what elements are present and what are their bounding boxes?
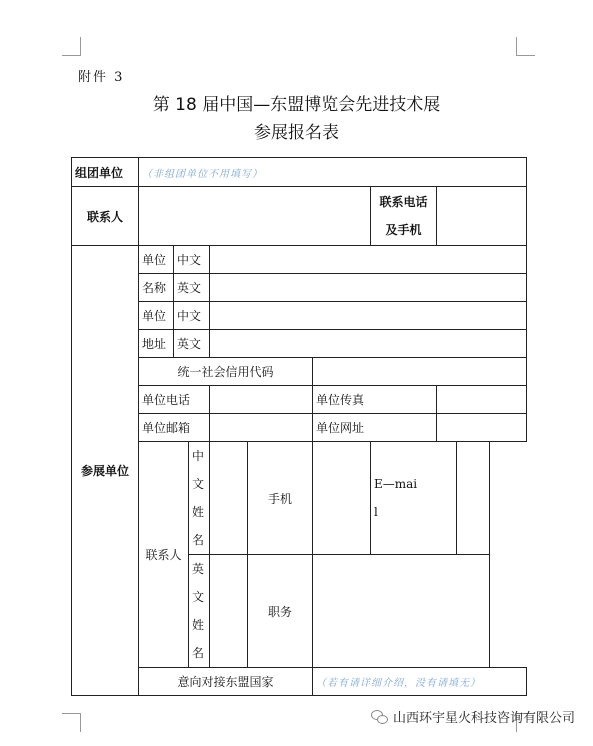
unit-addr-cn-label: 中文 [174, 302, 210, 330]
row-unit-name-cn [72, 246, 527, 274]
contact-phone-field[interactable] [437, 187, 527, 246]
document-subtitle: 参展报名表 [254, 123, 339, 143]
row-unit-addr-en [72, 330, 527, 358]
attachment-label: 附件 3 [78, 70, 125, 85]
email-label-cn: E—mai l [371, 442, 457, 555]
unit-email-label: 单位邮箱 [139, 414, 210, 442]
row-unit-addr-cn [72, 302, 527, 330]
footer-company: 山西环宇星火科技咨询有限公司 [392, 711, 575, 726]
credit-code-field[interactable] [313, 358, 527, 386]
row-target-country [72, 668, 527, 696]
unit-addr-en-label: 英文 [174, 330, 210, 358]
contact-phone-label: 联系电话 及手机 [371, 187, 437, 246]
position-field[interactable] [313, 555, 490, 668]
footer-watermark [371, 707, 575, 726]
unit-fax-label: 单位传真 [313, 386, 437, 414]
mobile-label-cn: 手机 [248, 442, 313, 555]
cn-name-label: 中文 姓名 [189, 442, 210, 555]
corner-mark-top-right [516, 37, 535, 56]
unit-name-cn-label: 中文 [174, 246, 210, 274]
target-country-label: 意向对接东盟国家 [139, 668, 313, 696]
unit-name-cn-field[interactable] [210, 246, 527, 274]
row-contact [72, 187, 527, 246]
exhibitor-label: 参展单位 [72, 246, 139, 696]
unit-fax-field[interactable] [437, 386, 527, 414]
contact-person-label: 联系人 [139, 442, 189, 668]
corner-mark-bottom-left [62, 713, 81, 732]
unit-name-label-bottom: 名称 [139, 274, 174, 302]
unit-phone-field[interactable] [210, 386, 313, 414]
unit-website-label: 单位网址 [313, 414, 437, 442]
unit-phone-label: 单位电话 [139, 386, 210, 414]
unit-addr-cn-field[interactable] [210, 302, 527, 330]
document-title: 第 18 届中国—东盟博览会先进技术展 [152, 95, 441, 115]
en-name-field[interactable] [210, 555, 248, 668]
row-unit-name-en [72, 274, 527, 302]
corner-mark-top-left [62, 37, 81, 56]
row-credit-code [72, 358, 527, 386]
credit-code-label: 统一社会信用代码 [139, 358, 313, 386]
row-unit-phone [72, 386, 527, 414]
group-unit-field[interactable] [139, 158, 527, 187]
unit-name-en-label: 英文 [174, 274, 210, 302]
cn-name-field[interactable] [210, 442, 248, 555]
en-name-label: 英文 姓名 [189, 555, 210, 668]
row-unit-email [72, 414, 527, 442]
group-unit-label: 组团单位 [72, 158, 139, 187]
unit-addr-en-field[interactable] [210, 330, 527, 358]
group-unit-hint: （非组团单位不用填写） [142, 168, 263, 180]
cn-mobile-field[interactable] [313, 442, 371, 555]
contact-label: 联系人 [72, 187, 139, 246]
row-group-unit [72, 158, 527, 187]
wechat-icon [371, 710, 387, 724]
unit-website-field[interactable] [437, 414, 527, 442]
unit-addr-label-top: 单位 [139, 302, 174, 330]
contact-field[interactable] [139, 187, 371, 246]
unit-name-en-field[interactable] [210, 274, 527, 302]
target-country-hint: （若有请详细介绍，没有请填无） [316, 678, 481, 689]
registration-form-table [71, 157, 527, 696]
unit-name-label-top: 单位 [139, 246, 174, 274]
position-label: 职务 [248, 555, 313, 668]
unit-addr-label-bottom: 地址 [139, 330, 174, 358]
target-country-field[interactable] [313, 668, 527, 696]
unit-email-field[interactable] [210, 414, 313, 442]
cn-email-field[interactable] [457, 442, 490, 555]
